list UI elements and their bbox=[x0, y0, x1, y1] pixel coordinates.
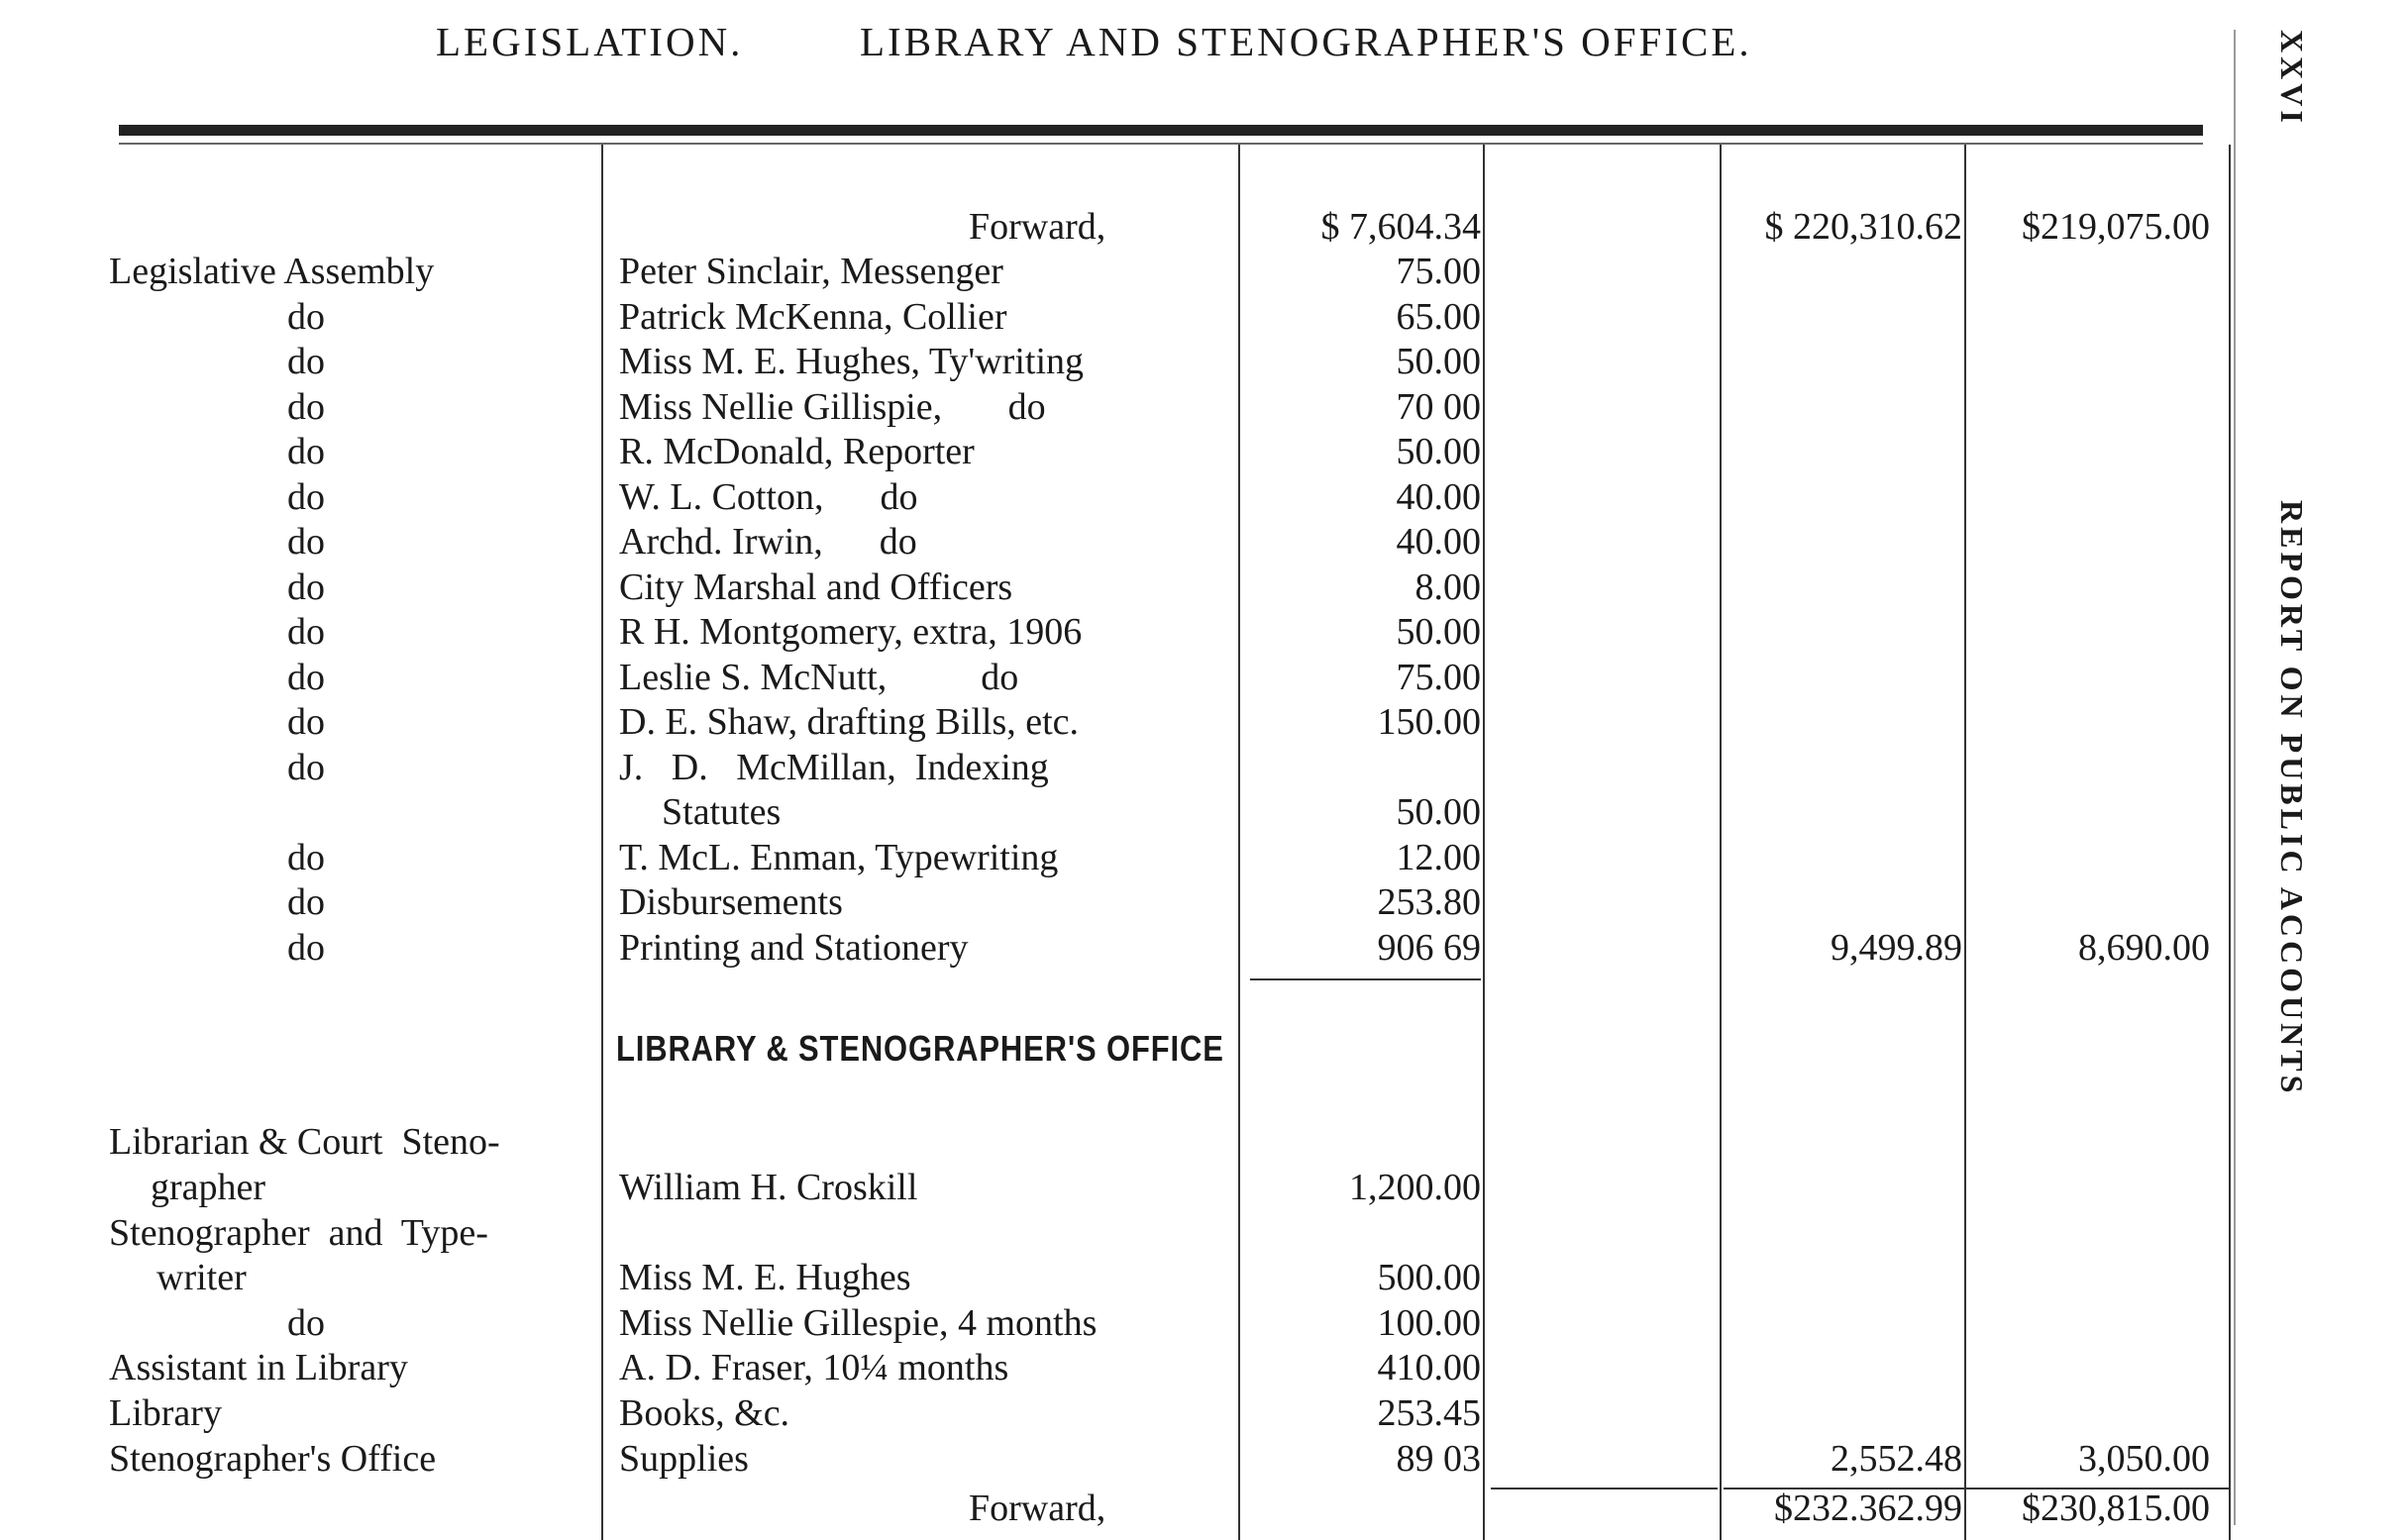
table-row bbox=[0, 429, 2408, 474]
subtotal-rule bbox=[1250, 978, 1481, 980]
service-cell: do bbox=[287, 881, 325, 923]
payee-cell: Patrick McKenna, Collier bbox=[619, 296, 1007, 338]
amount-cell: 70 00 bbox=[1396, 386, 1481, 428]
table-row bbox=[0, 745, 2408, 790]
amount-cell: 500.00 bbox=[1377, 1257, 1481, 1298]
amount-cell: 65.00 bbox=[1396, 296, 1481, 338]
table-row bbox=[0, 609, 2408, 655]
legislative-estimate: 8,690.00 bbox=[2078, 927, 2210, 969]
table-row bbox=[0, 1436, 2408, 1482]
table-row bbox=[0, 925, 2408, 971]
payee-cell: Miss Nellie Gillespie, 4 months bbox=[619, 1302, 1098, 1344]
amount-cell: 75.00 bbox=[1396, 657, 1481, 698]
amount-cell: 253.80 bbox=[1377, 881, 1481, 923]
table-row bbox=[0, 1210, 2408, 1256]
table-row bbox=[0, 1345, 2408, 1390]
service-cell: Library bbox=[109, 1392, 222, 1434]
header-rule-thick bbox=[119, 125, 2203, 136]
table-row bbox=[0, 294, 2408, 340]
service-cell: Librarian & Court Steno- bbox=[109, 1121, 500, 1163]
amount-cell: 150.00 bbox=[1377, 701, 1481, 743]
service-cell: do bbox=[287, 296, 325, 338]
forward-row-bottom bbox=[0, 1486, 2408, 1531]
service-cell: grapher bbox=[151, 1167, 266, 1208]
service-cell: do bbox=[287, 386, 325, 428]
service-cell: do bbox=[287, 476, 325, 518]
table-row bbox=[0, 655, 2408, 700]
table-row bbox=[0, 565, 2408, 610]
header-right-title: LIBRARY AND STENOGRAPHER'S OFFICE. bbox=[860, 19, 1752, 64]
payee-cell: Printing and Stationery bbox=[619, 927, 969, 969]
table-row bbox=[0, 1390, 2408, 1436]
payee-cell: Miss M. E. Hughes, Ty'writing bbox=[619, 341, 1085, 382]
amount-cell: 8.00 bbox=[1414, 566, 1481, 608]
header-left-title: LEGISLATION. bbox=[436, 19, 744, 64]
amount-cell: 50.00 bbox=[1396, 431, 1481, 472]
table-row bbox=[0, 249, 2408, 294]
table-row bbox=[0, 1165, 2408, 1210]
service-cell: do bbox=[287, 657, 325, 698]
table-row bbox=[0, 1119, 2408, 1165]
table-row bbox=[0, 835, 2408, 880]
service-cell: do bbox=[287, 1302, 325, 1344]
amount-cell: 100.00 bbox=[1377, 1302, 1481, 1344]
amount-cell: 410.00 bbox=[1377, 1347, 1481, 1388]
service-cell: do bbox=[287, 927, 325, 969]
service-cell: do bbox=[287, 521, 325, 563]
payee-cell: City Marshal and Officers bbox=[619, 566, 1013, 608]
table-row bbox=[0, 789, 2408, 835]
amount-cell: 50.00 bbox=[1396, 791, 1481, 833]
page-number: XXVI bbox=[2274, 30, 2310, 127]
service-cell: Stenographer and Type- bbox=[109, 1212, 488, 1254]
table-row bbox=[0, 1300, 2408, 1346]
amount-cell: 89 03 bbox=[1396, 1438, 1481, 1480]
forward-label: Forward, bbox=[969, 1488, 1106, 1529]
amount-cell: 12.00 bbox=[1396, 837, 1481, 878]
service-cell: do bbox=[287, 837, 325, 878]
service-cell: do bbox=[287, 431, 325, 472]
forward-row-top bbox=[0, 204, 2408, 250]
amount-cell: 40.00 bbox=[1396, 476, 1481, 518]
amount-cell: 50.00 bbox=[1396, 341, 1481, 382]
running-title: REPORT ON PUBLIC ACCOUNTS bbox=[2274, 500, 2310, 1097]
section-heading: LIBRARY & STENOGRAPHER'S OFFICE bbox=[616, 1028, 1224, 1069]
forward-estimate: $219,075.00 bbox=[2022, 206, 2210, 248]
table-row bbox=[0, 384, 2408, 430]
payee-cell: Miss M. E. Hughes bbox=[619, 1257, 911, 1298]
payee-cell: William H. Croskill bbox=[619, 1167, 918, 1208]
table-row bbox=[0, 879, 2408, 925]
amount-cell: 75.00 bbox=[1396, 251, 1481, 292]
payee-cell: Supplies bbox=[619, 1438, 749, 1480]
payee-cell: Books, &c. bbox=[619, 1392, 790, 1434]
payee-cell: Statutes bbox=[662, 791, 782, 833]
service-cell: Stenographer's Office bbox=[109, 1438, 437, 1480]
amount-cell: 50.00 bbox=[1396, 611, 1481, 653]
payee-cell: R. McDonald, Reporter bbox=[619, 431, 975, 472]
service-cell: writer bbox=[157, 1257, 247, 1298]
table-row bbox=[0, 1255, 2408, 1300]
library-estimate: 3,050.00 bbox=[2078, 1438, 2210, 1480]
amount-cell: 40.00 bbox=[1396, 521, 1481, 563]
service-cell: Assistant in Library bbox=[109, 1347, 408, 1388]
forward-total: $ 220,310.62 bbox=[1764, 206, 1962, 248]
payee-cell: D. E. Shaw, drafting Bills, etc. bbox=[619, 701, 1080, 743]
payee-cell: Archd. Irwin, do bbox=[619, 521, 917, 563]
payee-cell: J. D. McMillan, Indexing bbox=[619, 747, 1049, 788]
payee-cell: Leslie S. McNutt, do bbox=[619, 657, 1019, 698]
payee-cell: Miss Nellie Gillispie, do bbox=[619, 386, 1046, 428]
payee-cell: T. McL. Enman, Typewriting bbox=[619, 837, 1059, 878]
payee-cell: A. D. Fraser, 10¼ months bbox=[619, 1347, 1009, 1388]
payee-cell: R H. Montgomery, extra, 1906 bbox=[619, 611, 1083, 653]
table-row bbox=[0, 474, 2408, 520]
forward-amount: $ 7,604.34 bbox=[1320, 206, 1481, 248]
forward-estimate: $230,815.00 bbox=[2022, 1488, 2210, 1529]
payee-cell: Disbursements bbox=[619, 881, 843, 923]
service-cell: do bbox=[287, 611, 325, 653]
forward-label: Forward, bbox=[969, 206, 1106, 248]
service-cell: do bbox=[287, 566, 325, 608]
table-row bbox=[0, 699, 2408, 745]
header-rule-thin bbox=[119, 143, 2203, 145]
library-total: 2,552.48 bbox=[1831, 1438, 1962, 1480]
service-cell: Legislative Assembly bbox=[109, 251, 435, 292]
service-cell: do bbox=[287, 341, 325, 382]
forward-total: $232.362.99 bbox=[1774, 1488, 1962, 1529]
amount-cell: 1,200.00 bbox=[1349, 1167, 1481, 1208]
legislative-total: 9,499.89 bbox=[1831, 927, 1962, 969]
payee-cell: Peter Sinclair, Messenger bbox=[619, 251, 1003, 292]
service-cell: do bbox=[287, 701, 325, 743]
service-cell: do bbox=[287, 747, 325, 788]
table-row bbox=[0, 339, 2408, 384]
amount-cell: 906 69 bbox=[1377, 927, 1481, 969]
payee-cell: W. L. Cotton, do bbox=[619, 476, 918, 518]
amount-cell: 253.45 bbox=[1377, 1392, 1481, 1434]
table-row bbox=[0, 519, 2408, 565]
